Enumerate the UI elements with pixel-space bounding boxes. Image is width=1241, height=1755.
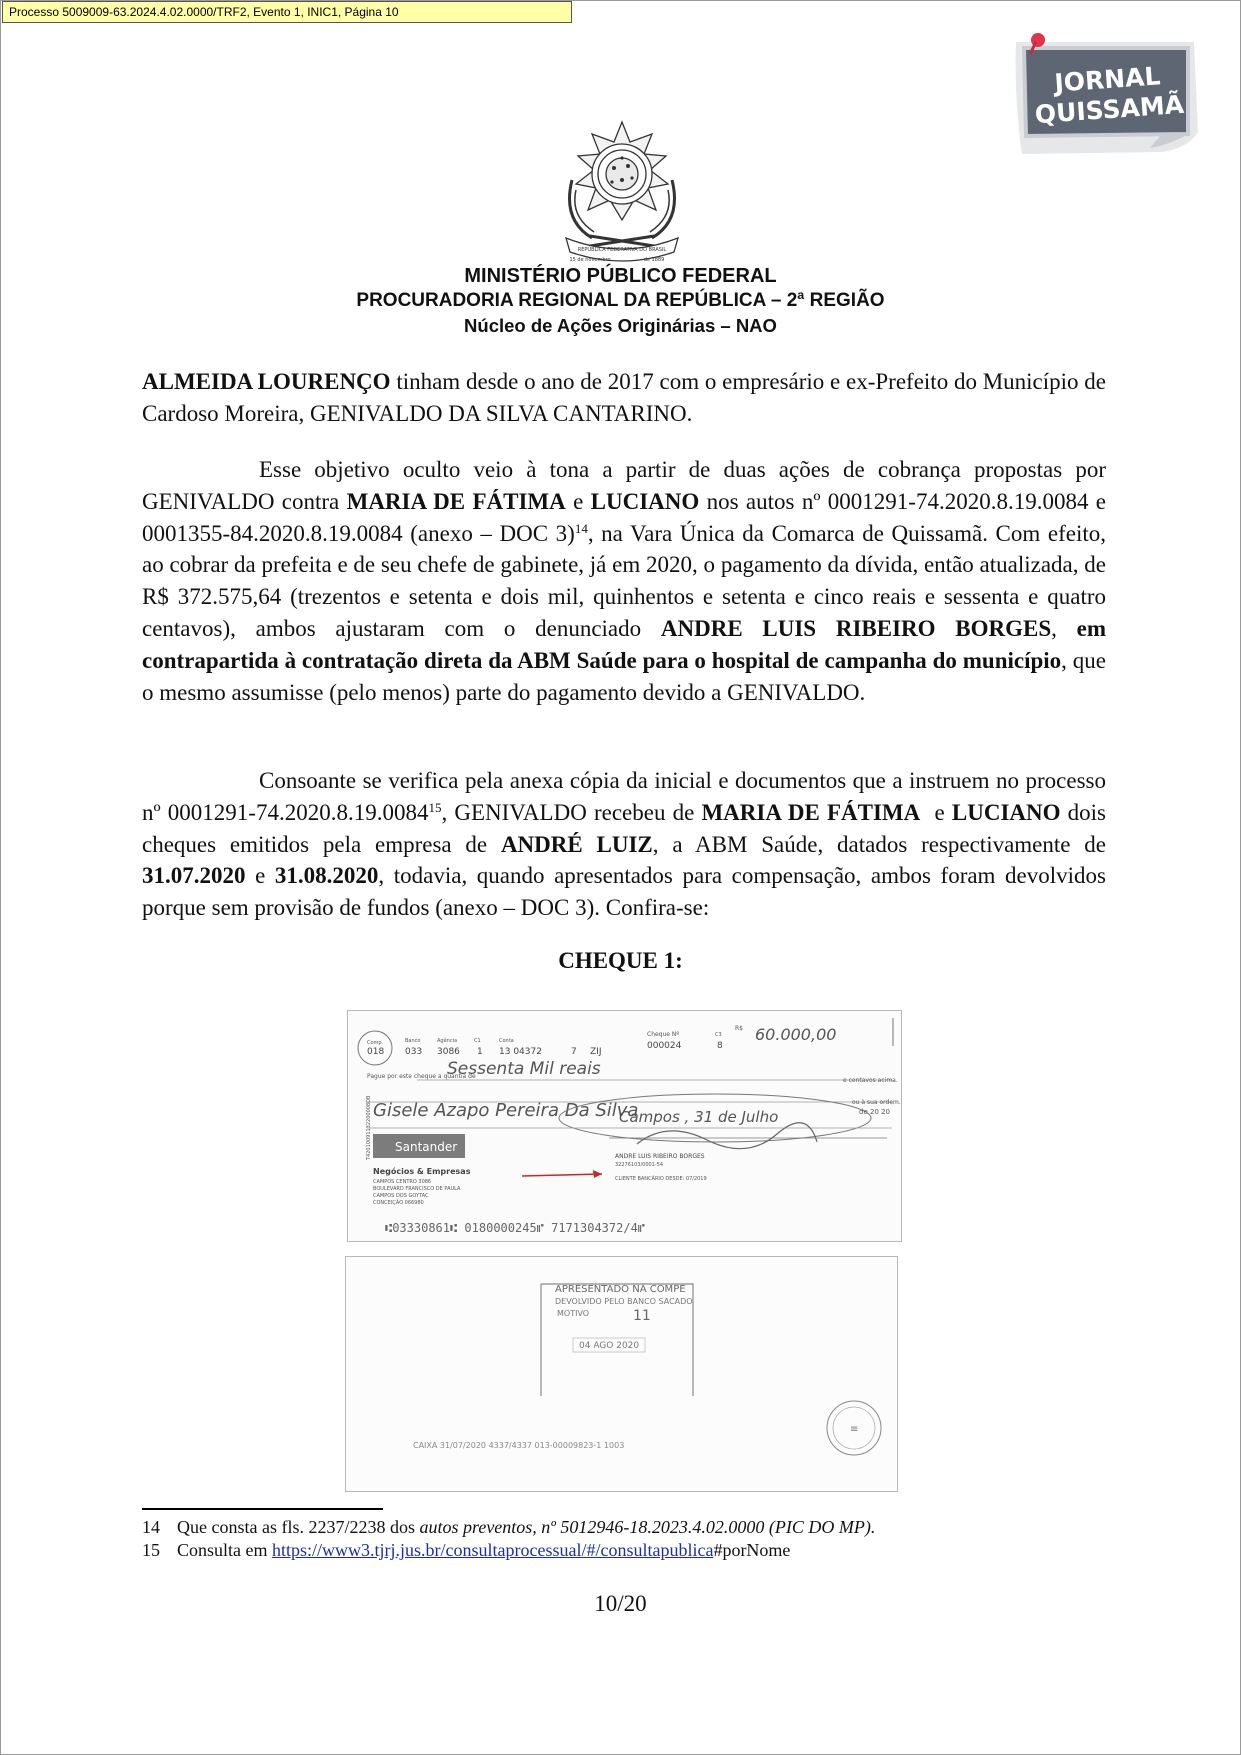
cheque-label-comp: Comp.	[367, 1040, 384, 1046]
cheque-side-code: T42010091132200008DB	[366, 1095, 372, 1160]
cheque-branch-1: CAMPOS CENTRO 3086	[373, 1179, 432, 1185]
p2-text-1: Esse objetivo oculto veio à tona a partir de duas ações de cobrança propostas por GENIVALDO contra	[142, 457, 1106, 514]
cheque-branch-4: CONCEIÇÃO 066980	[373, 1200, 424, 1206]
cheque-comp: 018	[367, 1047, 385, 1057]
p3-bold-5: 31.08.2020	[274, 863, 379, 889]
cheque-pay-label: Pague por este cheque a quantia de	[367, 1073, 476, 1080]
cheque-amount: 60.000,00	[755, 1025, 837, 1044]
cheque-conta: 13 04372	[499, 1047, 542, 1057]
cheque-branch-3: CAMPOS DOS GOYTAC	[373, 1193, 429, 1199]
cheque-centavos: e centavos acima.	[843, 1077, 898, 1084]
p3-text-6: e	[245, 863, 275, 889]
footnote-ref-15[interactable]: 15	[428, 799, 442, 815]
footnote-15	[142, 1539, 790, 1561]
p2-bold-2: LUCIANO	[590, 488, 700, 514]
header-ministry: MINISTÉRIO PÚBLICO FEDERAL	[464, 265, 777, 287]
footnote-15-number: 15	[142, 1540, 160, 1560]
p3-bold-1: MARIA DE FÁTIMA	[701, 799, 921, 825]
logo-line2: QUISSAMÃ	[1033, 89, 1185, 130]
p3-bold-3: ANDRÉ LUIZ	[500, 831, 653, 857]
back-stamp-line2: DEVOLVIDO PELO BANCO SACADO	[555, 1297, 693, 1306]
footnote-15-text: Consulta em	[177, 1540, 272, 1560]
cheque-label-number: Cheque Nº	[647, 1031, 680, 1038]
footnote-14	[142, 1516, 875, 1538]
p2-bold-4: em contrapartida à contratação direta da ABM Saúde para o hospital de campanha do município	[142, 615, 1107, 673]
cheque-label-c1: C1	[474, 1038, 481, 1044]
p2-text-3: nos autos nº 0001291-74.2020.8.19.0084 e 0001355-84.2020.8.19.0084 (anexo – DOC 3)	[142, 488, 1106, 546]
footnote-ref-14[interactable]: 14	[574, 520, 588, 536]
back-bottom-line: CAIXA 31/07/2020 4337/4337 013-00009823-1 1003	[413, 1441, 625, 1450]
back-stamp-line1: APRESENTADO NA COMPE	[555, 1284, 686, 1295]
cheque-label-conta: Conta	[499, 1038, 514, 1044]
cheque-c3: 8	[717, 1041, 723, 1051]
p2-text-4: , na Vara Única da Comarca de Quissamã. Com efeito, ao cobrar da prefeita e de seu chefe de gabinete, já em 2020, o pagamento da dívida, então atualizada, de R$ 372.575,64 (trezentos e setenta e dois mil, quinhentos e setenta e cinco reais e sessenta e quatro centavos), ambos ajustaram com o denunciado	[142, 520, 1106, 641]
cheque-agencia: 3086	[437, 1047, 460, 1057]
p3-text-3: e	[920, 799, 952, 825]
jornal-quissama-logo	[1012, 28, 1202, 160]
cheque-front-image	[347, 1010, 902, 1242]
svg-text:≡: ≡	[850, 1424, 859, 1435]
cheque-branch-2: BOULEVARD FRANCISCO DE PAULA	[373, 1186, 461, 1192]
coat-motto: REPÚBLICA FEDERATIVA DO BRASIL	[577, 247, 667, 253]
coat-date-left: 15 de novembro	[569, 257, 611, 263]
cheque-signer-doc: 32276103/0001-54	[615, 1162, 664, 1168]
cheque-order: ou à sua ordem.	[852, 1099, 901, 1106]
p2-text-2: e	[565, 488, 591, 514]
process-stamp: Processo 5009009-63.2024.4.02.0000/TRF2, Evento 1, INIC1, Página 10	[2, 1, 572, 23]
logo-line1: JORNAL	[1053, 61, 1162, 98]
cheque-place-date: Campos , 31 de Julho	[619, 1108, 779, 1126]
p1-bold-1: ALMEIDA LOURENÇO	[142, 369, 391, 394]
cheque-amount-words: Sessenta Mil reais	[447, 1059, 601, 1079]
p3-bold-2: LUCIANO	[951, 799, 1061, 825]
cheque-bank-name: Santander	[395, 1140, 458, 1154]
p3-text-2: , GENIVALDO recebeu de	[441, 799, 702, 825]
cheque-serie: ZIJ	[590, 1047, 602, 1057]
footnote-14-italic: autos preventos, nº 5012946-18.2023.4.02.0000 (PIC DO MP).	[419, 1517, 876, 1537]
cheque-micr: ⑆03330861⑆ 0180000245⑈ 7171304372/4⑈	[385, 1221, 645, 1235]
cheque-c2: 7	[571, 1047, 577, 1057]
p1-text-1: tinham desde o ano de 2017 com o empresário e ex-Prefeito do Município de Cardoso Moreira, GENIVALDO DA SILVA CANTARINO.	[142, 369, 1106, 426]
cheque-label-rs: R$	[735, 1025, 743, 1032]
p3-text-7: , todavia, quando apresentados para compensação, ambos foram devolvidos porque sem provisão de fundos (anexo – DOC 3). Confira-se:	[142, 863, 1106, 921]
p2-bold-1: MARIA DE FÁTIMA	[346, 488, 566, 514]
p3-text-4: dois cheques emitidos pela empresa de	[142, 799, 1107, 857]
cheque-banco: 033	[405, 1047, 423, 1057]
p2-bold-3: ANDRE LUIS RIBEIRO BORGES	[660, 615, 1052, 641]
page-number: 10/20	[594, 1591, 647, 1616]
cheque-client-since: CLIENTE BANCÁRIO DESDE: 07/2019	[615, 1176, 707, 1182]
cheque-signer: ANDRE LUIS RIBEIRO BORGES	[615, 1153, 705, 1160]
footnote-14-text: Que consta as fls. 2237/2238 dos	[177, 1517, 420, 1537]
back-stamp-date: 04 AGO 2020	[579, 1341, 640, 1351]
cheque-label-agencia: Agência	[437, 1038, 458, 1044]
p3-text-5: , a ABM Saúde, datados respectivamente de	[652, 831, 1106, 857]
paragraph-3	[142, 765, 1106, 924]
cheque-back-image	[345, 1256, 898, 1492]
cheque-number: 000024	[647, 1041, 682, 1051]
footnote-separator	[142, 1508, 383, 1510]
p3-bold-4: 31.07.2020	[142, 863, 246, 889]
cheque-label-banco: Banco	[405, 1038, 421, 1044]
cheque-segment: Negócios & Empresas	[373, 1167, 471, 1176]
p2-text-5: ,	[1051, 615, 1077, 641]
coat-of-arms	[552, 120, 692, 266]
p3-text-1: Consoante se verifica pela anexa cópia da inicial e documentos que a instruem no processo nº 0001291-74.2020.8.19.0084	[142, 768, 1106, 825]
back-motivo: 11	[633, 1308, 651, 1324]
footnote-15-after: #porNome	[713, 1540, 791, 1560]
back-stamp-line3: MOTIVO	[557, 1309, 590, 1318]
header-nucleo: Núcleo de Ações Originárias – NAO	[464, 315, 777, 336]
header-procuradoria: PROCURADORIA REGIONAL DA REPÚBLICA – 2ª REGIÃO	[356, 290, 885, 311]
cheque-1-title: CHEQUE 1:	[558, 948, 683, 973]
cheque-year: de 20 20	[859, 1108, 891, 1116]
cheque-label-c3: C3	[715, 1032, 722, 1038]
cheque-c1: 1	[477, 1047, 483, 1057]
cheque-payee: Gisele Azapo Pereira Da Silva	[373, 1100, 639, 1121]
paragraph-2	[142, 454, 1106, 708]
paragraph-1	[142, 366, 1106, 430]
p2-text-6: , que o mesmo assumisse (pelo menos) parte do pagamento devido a GENIVALDO.	[142, 647, 1106, 705]
footnote-14-number: 14	[142, 1517, 160, 1537]
coat-date-right: de 1889	[643, 257, 665, 263]
tjrj-consulta-link[interactable]: https://www3.tjrj.jus.br/consultaprocessual/#/consultapublica	[272, 1540, 714, 1560]
